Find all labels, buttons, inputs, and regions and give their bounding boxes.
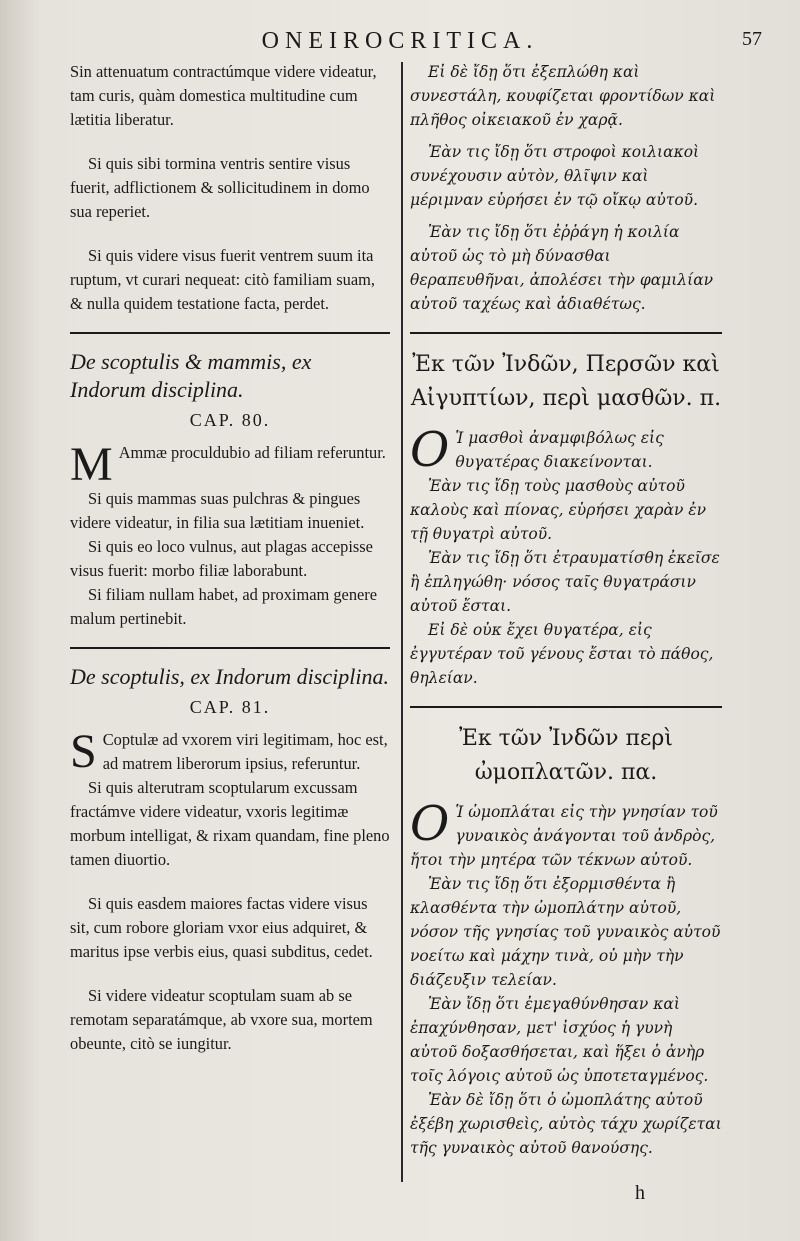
latin-paragraph: Si quis easdem maiores factas videre visus sit, cum robore gloriam vxor eius adquiret, & maritus ipse verbis eius, quasi subditus, cedet.: [70, 894, 373, 961]
latin-paragraph: [70, 438, 390, 491]
chapter-80-number: CAP. 80.: [189, 410, 271, 430]
section-rule: [70, 332, 390, 334]
latin-paragraph: Si quis mammas suas pulchras & pingues videre videatur, in filia sua lætitiam inueniet.: [70, 489, 365, 532]
greek-paragraph: Εἰ δὲ ἴδῃ ὅτι ἐξεπλώθη καὶ συνεστάλη, κουφίζεται φροντίδων καὶ πλῆθος οἰκειακοῦ ἐν χαρᾷ.: [410, 63, 716, 129]
drop-cap: M: [70, 438, 113, 491]
page-number: 57: [742, 28, 762, 50]
drop-cap-text: Ammæ proculdubio ad filiam referuntur.: [118, 443, 386, 462]
chapter-81-heading: De scoptulis, ex Indorum disciplina.: [70, 664, 389, 689]
greek-paragraph: [410, 422, 722, 478]
latin-paragraph: [70, 725, 390, 778]
latin-paragraph: Sin attenuatum contractúmque videre videatur, tam curis, quàm domestica multitudine cum lætitia liberatur.: [70, 62, 377, 129]
latin-column: [70, 60, 390, 1230]
chapter-81-greek-number: πα.: [620, 760, 658, 785]
latin-paragraph: Si quis sibi tormina ventris sentire visus fuerit, adflictionem & sollicitudinem in domo sua reperiet.: [70, 154, 370, 221]
drop-cap-text: Ἱ μασθοὶ ἀναμφιβόλως εἰς θυγατέρας διακείνονται.: [455, 429, 664, 471]
drop-cap: S: [70, 725, 97, 778]
greek-column: [410, 60, 722, 1230]
latin-paragraph: Si quis videre visus fuerit ventrem suum ita ruptum, vt curari nequeat: citò familiam suam, & nulla quidem testatione facta, perdet.: [70, 246, 375, 313]
chapter-81-number: CAP. 81.: [189, 697, 271, 717]
drop-cap-text: Ἱ ὠμοπλάται εἰς τὴν γνησίαν τοῦ γυναικὸς ἀνάγονται τοῦ ἀνδρὸς, ἤτοι τὴν μητέρα τῶν τέκνων αὐτοῦ.: [410, 803, 718, 869]
greek-paragraph: [410, 796, 722, 872]
section-rule: [70, 647, 390, 649]
drop-cap: Ο: [410, 796, 450, 852]
section-rule: [410, 332, 722, 334]
greek-paragraph: Εἰ δὲ οὐκ ἔχει θυγατέρα, εἰς ἐγγυτέραν τοῦ γένους ἔσται τὸ πάθος, θηλείαν.: [410, 621, 714, 687]
greek-paragraph: Ἐὰν τις ἴδῃ ὅτι ἐῤῥάγη ἡ κοιλία αὐτοῦ ὡς τὸ μὴ δύνασθαι θεραπευθῆναι, ἀπολέσει τὴν φαμιλίαν αὐτοῦ ταχέως καὶ ἀδιαθέτως.: [410, 223, 714, 313]
greek-paragraph: Ἐὰν ἴδῃ ὅτι ἐμεγαθύνθησαν καὶ ἐπαχύνθησαν, μετ' ἰσχύος ἡ γυνὴ αὐτοῦ δοξασθήσεται, καὶ ἥξει ὁ ἀνὴρ τοῖς λόγοις αὐτοῦ ὡς ὑποτεταγμένος.: [410, 995, 709, 1085]
drop-cap: Ο: [410, 422, 450, 478]
chapter-81-greek-title: Ἐκ τῶν Ἰνδῶν περὶ ὠμοπλατῶν.: [459, 726, 673, 785]
greek-paragraph: Ἐὰν τις ἴδῃ τοὺς μασθοὺς αὐτοῦ καλοὺς καὶ πίονας, εὑρήσει χαρὰν ἐν τῇ θυγατρὶ αὐτοῦ.: [410, 477, 707, 543]
running-title: ONEIROCRITICA.: [261, 28, 539, 54]
chapter-81-greek-heading: [410, 722, 722, 790]
chapter-80-greek-title: Ἐκ τῶν Ἰνδῶν, Περσῶν καὶ Αἰγυπτίων, περὶ μασθῶν.: [410, 352, 720, 411]
column-divider: [401, 62, 403, 1182]
signature-mark: h: [635, 1182, 645, 1204]
latin-paragraph: Si quis alterutram scoptularum excussam fractámve videre videatur, vxoris legitimæ morbum intelligat, & rixam quandam, fine pleno tamen diuortio.: [70, 778, 390, 869]
page-header: [0, 28, 800, 58]
latin-paragraph: Si quis eo loco vulnus, aut plagas accepisse visus fuerit: morbo filiæ laborabunt.: [70, 537, 373, 580]
latin-paragraph: Si filiam nullam habet, ad proximam genere malum pertinebit.: [70, 585, 378, 628]
chapter-80-greek-number: π.: [699, 386, 722, 411]
drop-cap-text: Coptulæ ad vxorem viri legitimam, hoc est, ad matrem liberorum ipsius, referuntur.: [102, 730, 388, 773]
greek-paragraph: Ἐὰν τις ἴδῃ ὅτι στροφοὶ κοιλιακοὶ συνέχουσιν αὐτὸν, θλῖψιν καὶ μέριμναν εὑρήσει ἐν τῷ οἴκῳ αὐτοῦ.: [410, 143, 700, 209]
greek-paragraph: Ἐὰν δὲ ἴδῃ ὅτι ὁ ὠμοπλάτης αὐτοῦ ἐξέβη χωρισθεὶς, αὐτὸς τάχυ χωρίζεται τῆς γυναικὸς αὐτοῦ θανούσης.: [410, 1091, 722, 1157]
latin-paragraph: Si videre videatur scoptulam suam ab se remotam separatámque, ab vxore sua, mortem obeunte, citò se iungitur.: [70, 986, 373, 1053]
greek-paragraph: Ἐὰν τις ἴδῃ ὅτι ἐξορμισθέντα ἢ κλασθέντα τὴν ὠμοπλάτην αὐτοῦ, νόσον τῆς γνησίας τοῦ γυναικὸς αὐτοῦ νοείτω καὶ μάχην τινὰ, οὐ μὴν τὴν διάζευξιν τελείαν.: [410, 875, 721, 989]
chapter-80-greek-heading: [410, 348, 722, 416]
section-rule: [410, 706, 722, 708]
greek-paragraph: Ἐὰν τις ἴδῃ ὅτι ἐτραυματίσθη ἐκεῖσε ἢ ἐπληγώθη· νόσος ταῖς θυγατράσιν αὐτοῦ ἔσται.: [410, 549, 720, 615]
chapter-80-heading: De scoptulis & mammis, ex Indorum disciplina.: [70, 349, 312, 402]
